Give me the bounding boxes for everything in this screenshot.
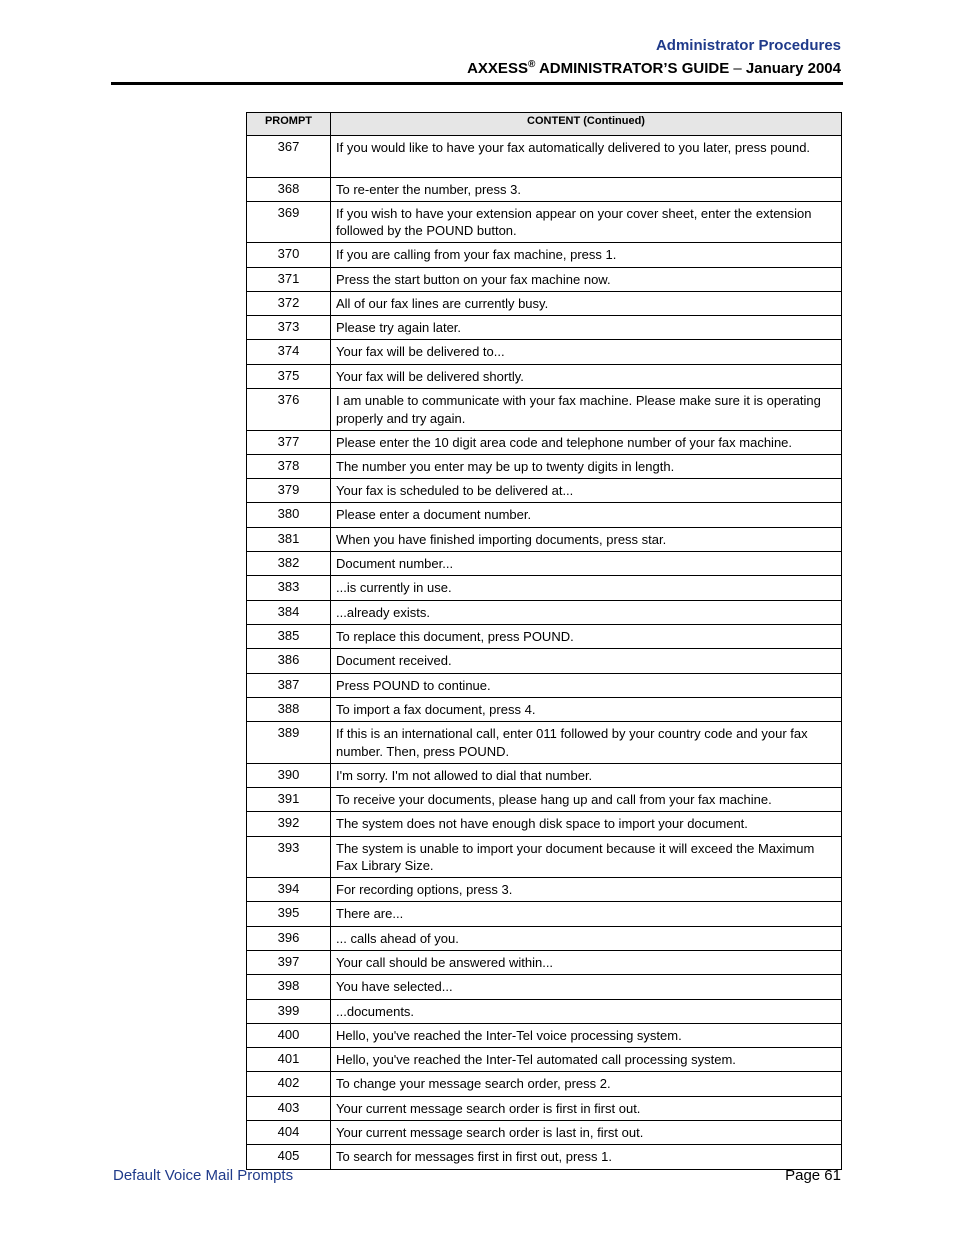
footer-section-name: Default Voice Mail Prompts (113, 1167, 294, 1184)
table-row (247, 950, 842, 974)
table-row (247, 673, 842, 697)
table-row (247, 479, 842, 503)
table-row (247, 316, 842, 340)
prompt-content: ... calls ahead of you. (331, 926, 842, 950)
table-row (247, 201, 842, 243)
prompt-content: Your current message search order is last in, first out. (331, 1121, 842, 1145)
prompt-number: 389 (247, 722, 331, 764)
table-row (247, 340, 842, 364)
prompt-number: 394 (247, 878, 331, 902)
prompt-content: Your fax will be delivered to... (331, 340, 842, 364)
table-row (247, 812, 842, 836)
prompt-number: 401 (247, 1048, 331, 1072)
prompt-content: To search for messages first in first out, press 1. (331, 1145, 842, 1169)
prompt-content: To import a fax document, press 4. (331, 697, 842, 721)
table-row (247, 649, 842, 673)
prompt-content: Document received. (331, 649, 842, 673)
guide-brand: AXXESS (467, 60, 528, 77)
prompt-content: To change your message search order, press 2. (331, 1072, 842, 1096)
prompt-number: 388 (247, 697, 331, 721)
prompt-number: 395 (247, 902, 331, 926)
prompt-number: 405 (247, 1145, 331, 1169)
prompt-number: 403 (247, 1096, 331, 1120)
header-rule (111, 82, 843, 85)
table-row (247, 902, 842, 926)
prompt-number: 399 (247, 999, 331, 1023)
prompt-content: To re-enter the number, press 3. (331, 177, 842, 201)
header-section-title: Administrator Procedures (655, 37, 841, 54)
table-row (247, 389, 842, 431)
prompt-number: 396 (247, 926, 331, 950)
table-row (247, 430, 842, 454)
prompt-content: ...documents. (331, 999, 842, 1023)
table-row (247, 878, 842, 902)
prompt-content: To replace this document, press POUND. (331, 624, 842, 648)
prompt-content: Hello, you've reached the Inter-Tel automated call processing system. (331, 1048, 842, 1072)
prompt-number: 372 (247, 291, 331, 315)
prompt-number: 386 (247, 649, 331, 673)
prompt-content: If you are calling from your fax machine, press 1. (331, 243, 842, 267)
table-row (247, 1072, 842, 1096)
table-row (247, 1121, 842, 1145)
prompt-content: There are... (331, 902, 842, 926)
prompt-content: Your fax will be delivered shortly. (331, 364, 842, 388)
header-guide-title (467, 60, 841, 77)
table-row (247, 552, 842, 576)
table-row (247, 836, 842, 878)
table-row (247, 975, 842, 999)
table-row (247, 454, 842, 478)
prompt-number: 385 (247, 624, 331, 648)
prompt-number: 370 (247, 243, 331, 267)
table-row (247, 177, 842, 201)
prompt-number: 382 (247, 552, 331, 576)
prompt-number: 379 (247, 479, 331, 503)
table-row (247, 136, 842, 178)
table-row (247, 527, 842, 551)
prompt-number: 374 (247, 340, 331, 364)
table-row (247, 697, 842, 721)
prompt-number: 391 (247, 787, 331, 811)
table-row (247, 624, 842, 648)
prompt-number: 392 (247, 812, 331, 836)
prompt-number: 384 (247, 600, 331, 624)
prompt-content: I am unable to communicate with your fax machine. Please make sure it is operating properly and try again. (331, 389, 842, 431)
table-row (247, 600, 842, 624)
table-row (247, 722, 842, 764)
prompt-number: 404 (247, 1121, 331, 1145)
prompt-number: 381 (247, 527, 331, 551)
prompt-number: 377 (247, 430, 331, 454)
prompt-content: ...is currently in use. (331, 576, 842, 600)
prompts-table (246, 112, 842, 1170)
table-row (247, 291, 842, 315)
table-row (247, 1096, 842, 1120)
prompt-number: 373 (247, 316, 331, 340)
prompt-content: If you wish to have your extension appear on your cover sheet, enter the extension followed by the POUND button. (331, 201, 842, 243)
table-row (247, 267, 842, 291)
footer-page-number: Page 61 (785, 1167, 841, 1184)
prompt-number: 375 (247, 364, 331, 388)
prompt-content: If this is an international call, enter 011 followed by your country code and your fax number. Then, press POUND. (331, 722, 842, 764)
prompt-number: 376 (247, 389, 331, 431)
prompt-number: 390 (247, 763, 331, 787)
table-row (247, 763, 842, 787)
guide-separator: – (729, 60, 746, 77)
prompt-content: Press the start button on your fax machine now. (331, 267, 842, 291)
table-row (247, 1023, 842, 1047)
prompt-number: 397 (247, 950, 331, 974)
table-row (247, 1145, 842, 1169)
prompt-content: Your fax is scheduled to be delivered at... (331, 479, 842, 503)
prompt-content: ...already exists. (331, 600, 842, 624)
prompt-content: Your current message search order is first in first out. (331, 1096, 842, 1120)
guide-title: ADMINISTRATOR’S GUIDE (535, 60, 730, 77)
prompt-content: The system is unable to import your document because it will exceed the Maximum Fax Library Size. (331, 836, 842, 878)
prompt-number: 369 (247, 201, 331, 243)
prompt-content: You have selected... (331, 975, 842, 999)
prompt-content: Hello, you've reached the Inter-Tel voice processing system. (331, 1023, 842, 1047)
prompt-content: Document number... (331, 552, 842, 576)
prompt-number: 371 (247, 267, 331, 291)
table-header-row (247, 113, 842, 136)
prompt-content: When you have finished importing documents, press star. (331, 527, 842, 551)
prompt-number: 383 (247, 576, 331, 600)
prompt-number: 387 (247, 673, 331, 697)
prompt-number: 393 (247, 836, 331, 878)
prompt-content: Your call should be answered within... (331, 950, 842, 974)
prompt-content: All of our fax lines are currently busy. (331, 291, 842, 315)
registered-mark: ® (527, 59, 536, 70)
prompt-content: Please enter a document number. (331, 503, 842, 527)
col-header-content: CONTENT (Continued) (331, 113, 842, 136)
table-row (247, 999, 842, 1023)
table-row (247, 1048, 842, 1072)
prompt-number: 378 (247, 454, 331, 478)
prompt-content: The number you enter may be up to twenty digits in length. (331, 454, 842, 478)
guide-date: January 2004 (745, 60, 841, 77)
prompt-content: I'm sorry. I'm not allowed to dial that number. (331, 763, 842, 787)
prompt-content: To receive your documents, please hang up and call from your fax machine. (331, 787, 842, 811)
prompt-content: If you would like to have your fax automatically delivered to you later, press pound. (331, 136, 842, 178)
prompt-content: Please try again later. (331, 316, 842, 340)
prompt-number: 367 (247, 136, 331, 178)
prompt-content: Press POUND to continue. (331, 673, 842, 697)
col-header-prompt: PROMPT (247, 113, 331, 136)
prompt-number: 400 (247, 1023, 331, 1047)
prompt-content: The system does not have enough disk space to import your document. (331, 812, 842, 836)
prompt-number: 368 (247, 177, 331, 201)
prompt-number: 402 (247, 1072, 331, 1096)
prompt-number: 380 (247, 503, 331, 527)
table-row (247, 364, 842, 388)
table-row (247, 243, 842, 267)
prompt-number: 398 (247, 975, 331, 999)
table-row (247, 576, 842, 600)
prompt-content: For recording options, press 3. (331, 878, 842, 902)
table-row (247, 503, 842, 527)
table-row (247, 926, 842, 950)
prompt-content: Please enter the 10 digit area code and telephone number of your fax machine. (331, 430, 842, 454)
table-row (247, 787, 842, 811)
